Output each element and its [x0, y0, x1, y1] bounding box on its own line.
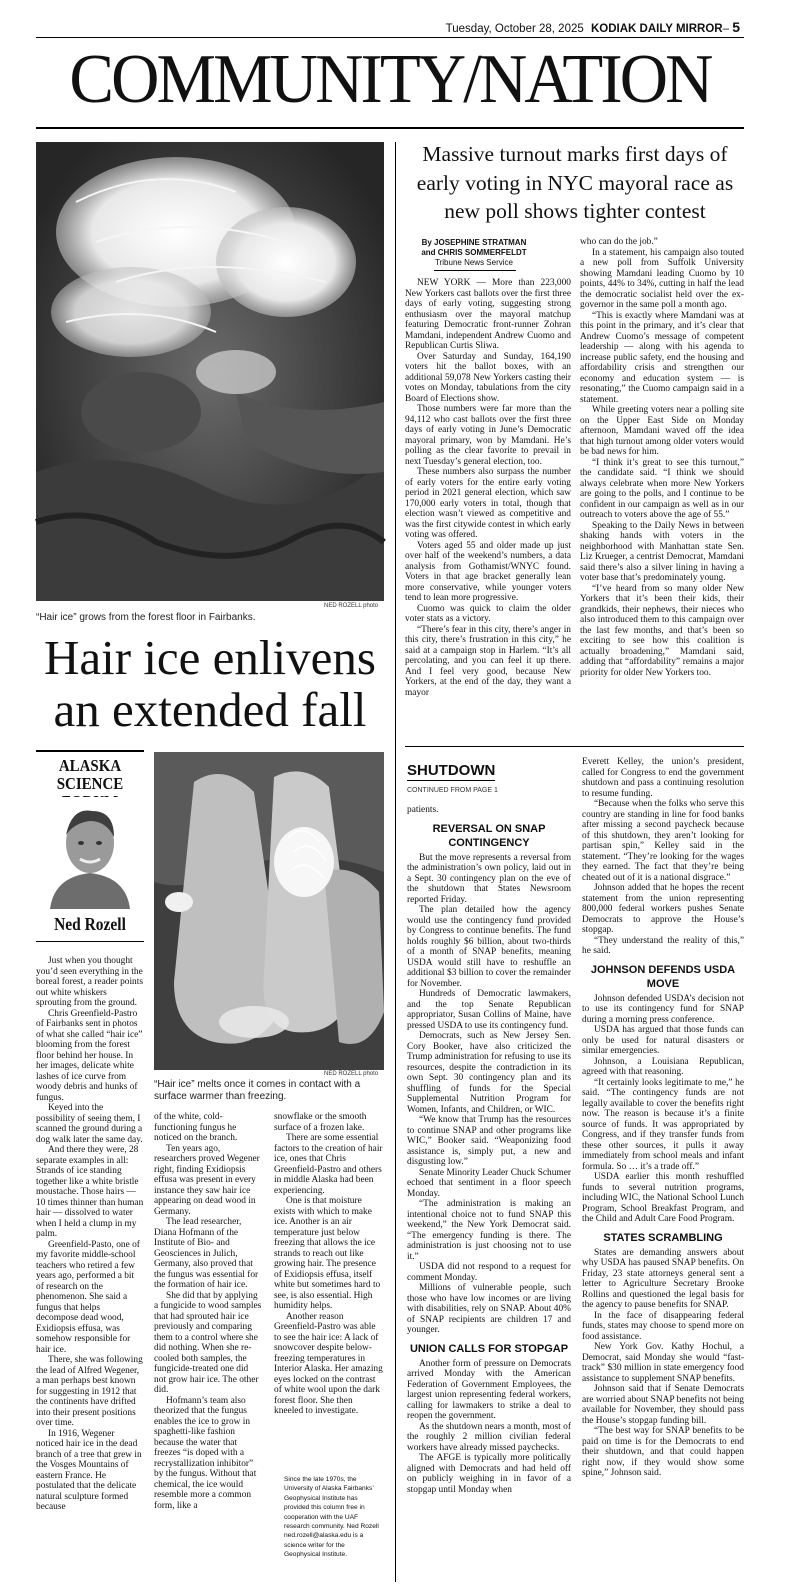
paragraph: As the shutdown nears a month, most of the roughly 2 million civilian federal workers have already missed paychecks. — [407, 1421, 571, 1453]
paragraph: Chris Greenfield-Pastro of Fairbanks sent in photos of what she called “hair ice” blooming from the forest floor behind her house. In her images, delicate white lashes of ice curve from woody debris and hunks of fungus. — [36, 1008, 143, 1103]
paragraph: Johnson, a Louisiana Republican, agreed with that reasoning. — [582, 1056, 744, 1077]
paragraph: She did that by applying a fungicide to wood samples that had sprouted hair ice previously and comparing them to a control where she did nothing. When she re-cooled both samples, the fungicide-treated one did not grow hair ice. The other did. — [154, 1290, 262, 1395]
paragraph: The lead researcher, Diana Hofmann of the Institute of Bio- and Geosciences in Julich, Germany, also proved that the fungus was essential for the formation of hair ice. — [154, 1217, 259, 1290]
paragraph: Greenfield-Pasto, one of my favorite middle-school teachers who retired a few years ago, performed a bit of research on the phenomenon. She said a fungus that helps decompose dead wood, Exidiopsis effusa, was somehow responsible for hair ice. — [36, 1239, 140, 1355]
paragraph: snowflake or the smooth surface of a frozen lake. — [274, 1112, 367, 1133]
paragraph: But the move represents a reversal from the administration’s own policy, laid out in a Sept. 30 contingency plan on the eve of the shutdown that States Newsroom reported Friday. — [407, 852, 571, 905]
paragraph: In the face of disappearing federal funds, states may choose to spend more on food assistance. — [582, 1310, 744, 1342]
headline-line-2: an extended fall — [53, 682, 367, 737]
shutdown-body-col1 — [407, 805, 571, 1585]
paragraph: In a statement, his campaign also touted a new poll from Suffolk University showing Mamdani leading Cuomo by 10 points, 44% to 34%, cutting in half the lead the democratic socialist held over the ex-governor in the same poll a month ago. — [580, 247, 744, 310]
paragraph: “We know that Trump has the resources to continue SNAP and other programs like WIC,” Booker said. “Weaponizing food assistance is, simply put, a new and disgusting low.” — [407, 1115, 571, 1167]
headline-line-1: Hair ice enlivens — [44, 630, 376, 685]
paragraph: Johnson added that he hopes the recent statement from the union representing 800,000 federal workers pushes Senate Democrats to approve the House’s stopgap. — [582, 883, 744, 935]
column-name: ALASKA SCIENCE — [56, 756, 124, 793]
header-separator: – — [722, 23, 729, 35]
hair-ice-body-col1 — [36, 956, 144, 1576]
paragraph: The plan detailed how the agency would use the contingency fund provided by Congress to continue benefits. The fund holds roughly $6 billion, about two-thirds of a month of SNAP benefits, meaning USDA would still have to reshuffle an additional $3 billion to cover the remainder for November. — [407, 905, 571, 989]
hair-ice-photo-forest-floor — [36, 142, 384, 601]
paragraph: “I think it’s great to see this turnout,” the candidate said. “I think we should always celebrate when more New Yorkers are going to the polls, and I continue to be confident in our campaign as well as in our outreach to voters above the age of 55.” — [580, 457, 744, 520]
paragraph: Ten years ago, researchers proved Wegener right, finding Exidiopsis effusa was present in every instance they saw hair ice appearing on dead wood in Germany. — [154, 1143, 260, 1217]
paragraph: Those numbers were far more than the 94,112 who cast ballots over the first three days of early voting in June’s Democratic mayoral primary, won by Mamdani. He’s polling as the clear favorite to prevail in next Tuesday’s general election, too. — [405, 404, 571, 467]
page-number: 5 — [732, 19, 740, 35]
photo2-credit: NED ROZELL photo — [324, 1071, 379, 1077]
paragraph: States are demanding answers about why USDA has paused SNAP benefits. On Friday, 23 state attorneys general sent a letter to Agriculture Secretary Brooke Rollins and questioned the legal basis for the agency to pause benefits for SNAP. — [582, 1247, 744, 1310]
section-title: COMMUNITY/NATION — [69, 41, 711, 118]
nyc-bottom-rule — [405, 746, 744, 747]
paragraph: USDA did not respond to a request for comment Monday. — [407, 1262, 571, 1283]
paragraph: Speaking to the Daily News in between shaking hands with voters in the neighborhood with Manhattan state Sen. Liz Krueger, a centrist Democrat, Mamdani said there’s also a silver lining in having a voter base that’s predominately young. — [580, 520, 744, 583]
paragraph: Millions of vulnerable people, such those who have low incomes or are living with disabilities, rely on SNAP. About 40% of SNAP recipients are children 17 and younger. — [407, 1283, 571, 1335]
paragraph: “It certainly looks legitimate to me,” he said. “The contingency funds are not legally available to cover the benefits right now. The reason is because it’s a finite source of funds. It was appropriated by Congress, and if they transfer funds from these other sources, it pulls it away immediately from school meals and infant formula. So … it’s a trade off.” — [582, 1077, 744, 1172]
paragraph: patients. — [407, 805, 439, 815]
paragraph: The AFGE is typically more politically aligned with Democrats and had held off on publicly weighing in in favor of a stopgap until Monday when — [407, 1453, 571, 1495]
paper-name: KODIAK DAILY MIRROR — [590, 23, 723, 35]
paragraph: And there they were, 28 separate examples in all: Strands of ice standing together like a white bristle moustache. Those hairs — 10 times thinner than human hair — dissolved to water when I held a clump in my palm. — [36, 1145, 144, 1239]
paragraph: “They understand the reality of this,” he said. — [582, 935, 744, 956]
paragraph: NEW YORK — More than 223,000 New Yorkers cast ballots over the first three days of early voting, suggesting strong enthusiasm over the mayoral matchup featuring Democratic front-runner Zohran Mamdani, independent Andrew Cuomo and Republican Curtis Sliwa. — [405, 278, 571, 351]
paragraph: Just when you thought you’d seen everything in the boreal forest, a reader points out white whiskers sprouting from the ground. — [36, 956, 143, 1008]
paragraph: Cuomo was quick to claim the older voter stats as a victory. — [405, 603, 571, 624]
byline-rule — [434, 270, 516, 271]
photo2-caption: “Hair ice” melts once it comes in contact with a surface warmer than freezing. — [154, 1079, 361, 1102]
author-bio: Since the late 1970s, the University of Alaska Fairbanks’ Geophysical Institute has provided this column free in cooperation with the UAF research community. Ned Rozell ned.rozell@alaska.edu is a science writer for the Geophysical Institute. — [284, 1476, 379, 1559]
paragraph: USDA earlier this month reshuffled funds to several nutrition programs, including WIC, the National School Lunch Program, School Breakfast Program, and the Child and Adult Care Food Program. — [582, 1172, 744, 1224]
nyc-body-col1 — [405, 278, 571, 738]
paragraph: Senate Minority Leader Chuck Schumer echoed that sentiment in a floor speech Monday. — [407, 1167, 571, 1199]
paragraph: Another form of pressure on Democrats arrived Monday with the American Federation of Government Employees, the largest union representing federal workers, calling for lawmakers to strike a deal to reopen the government. — [407, 1358, 571, 1421]
paragraph: Another reason Greenfield-Pastro was able to see the hair ice: A lack of snowcover despite below-freezing temperatures in Interior Alaska. Her amazing eyes locked on the contrast of white wool upon the dark forest floor. She then kneeled to investigate. — [274, 1311, 383, 1416]
paragraph: “This is exactly where Mamdani was at this point in the primary, and it’s clear that Andrew Cuomo’s message of competent leadership — along with his agenda to increase public safety, end the housing and affordability crisis and strengthen our economy and education system — is resonating,” the Cuomo campaign said in a statement. — [580, 310, 744, 405]
paragraph: Everett Kelley, the union’s president, called for Congress to end the government shutdown and pass a continuing resolution to resume funding. — [582, 757, 744, 799]
paragraph: “The best way for SNAP benefits to be paid on time is for the Democrats to end their shutdown, and that could happen right now, if they would show some spine,” Johnson said. — [582, 1426, 744, 1478]
hair-ice-body-col3 — [274, 1112, 384, 1416]
hair-ice-body-col2 — [154, 1112, 262, 1578]
subhead: REVERSAL ON SNAP CONTINGENCY — [432, 822, 546, 849]
paragraph: Hundreds of Democratic lawmakers, and the top Senate Republican appropriator, Susan Collins of Maine, have pressed USDA to use its contingency fund. — [407, 989, 571, 1031]
column-box-bottom-rule — [36, 941, 144, 942]
paragraph: Over Saturday and Sunday, 164,190 voters hit the ballot boxes, with an additional 59,078 New Yorkers casting their votes on Monday, tabulations from the city Board of Elections show. — [405, 351, 571, 404]
paragraph: These numbers also surpass the number of early voters for the entire early voting period in 2021 general election, which saw 170,000 early voters in total, though that election wasn’t viewed as competitive and was the first citywide contest in which early voting was offered. — [405, 467, 571, 540]
hair-ice-headline — [30, 632, 390, 736]
paragraph: who can do the job.” — [580, 237, 658, 247]
shutdown-kicker: SHUTDOWN — [407, 762, 496, 779]
subhead: UNION CALLS FOR STOPGAP — [409, 1342, 569, 1355]
nyc-headline: Massive turnout marks first days of early voting in NYC mayoral race as new poll shows tighter contest — [416, 142, 734, 223]
paragraph: While greeting voters near a polling site on the Upper East Side on Monday afternoon, Mamdani waved off the idea that high turnout among older voters would be bad news for him. — [580, 405, 744, 457]
paragraph: “There’s fear in this city, there’s anger in this city, there’s frustration in this city,” he said at a campaign stop in Harlem. “It’s all percolating, and you can feel it up there. And I feel very good, because New Yorkers, at the end of the day, they want a mayor — [405, 624, 571, 698]
paragraph: “Because when the folks who serve this country are standing in line for food banks after missing a second paycheck because of this shutdown, they aren’t looking for partisan spin,” Kelley said in the statement. “They’re looking for the wages they earned. The fact that they’re being cheated out of it is a national disgrace.” — [582, 799, 744, 883]
nyc-byline: By JOSEPHINE STRATMAN and CHRIS SOMMERFELDT Tribune News Service — [405, 238, 543, 268]
subhead: STATES SCRAMBLING — [603, 1231, 723, 1244]
paragraph: One is that moisture exists with which to make ice. Another is an air temperature just below freezing that allows the ice strands to reach out like growing hair. The presence of Exidiopsis effusa, itself white but sometimes hard to see, is also essential. High humidity helps. — [274, 1196, 381, 1311]
paragraph: In 1916, Wegener noticed hair ice in the dead branch of a tree that grew in the Vosges Mountains of eastern France. He postulated that the delicate natural sculpture formed because — [36, 1428, 142, 1512]
issue-date: Tuesday, October 28, 2025 — [445, 23, 584, 35]
continued-from: CONTINUED FROM PAGE 1 — [407, 787, 498, 794]
paragraph: Keyed into the possibility of seeing them, I scanned the ground during a dog walk later the same day. — [36, 1103, 143, 1145]
photo1-credit: NED ROZELL photo — [324, 603, 379, 609]
paragraph: Johnson said that if Senate Democrats are worried about SNAP benefits not being available for November, they should pass the House’s stopgap funding bill. — [582, 1384, 744, 1426]
subhead: JOHNSON DEFENDS USDA MOVE — [590, 963, 736, 990]
paragraph: New York Gov. Kathy Hochul, a Democrat, said Monday she would “fast-track” $30 million in state emergency food assistance to supplement SNAP benefits. — [582, 1342, 744, 1384]
paragraph: “The administration is making an intentional choice not to fund SNAP this weekend,” the New York Democrat said. “The emergency funding is there. The administration is just choosing not to use it.” — [407, 1199, 571, 1262]
author-name: Ned Rozell — [54, 914, 126, 934]
section-divider — [395, 142, 396, 1582]
paragraph: Democrats, such as New Jersey Sen. Cory Booker, have also criticized the Trump administration for refusing to use its resources, despite the contradiction in its own Sept. 30 contingency plan and its shuffling of funds for the Special Supplemental Nutrition Program for Women, Infants, and Children, or WIC. — [407, 1031, 571, 1115]
page-header — [446, 20, 740, 36]
paragraph: Hofmann’s team also theorized that the fungus enables the ice to grow in spaghetti-like fashion because the water that freezes “is doped with a recrystallization inhibitor” by the fungus. Without that chemical, the ice would resemble more a common form, like a — [154, 1395, 257, 1511]
paragraph: USDA has argued that those funds can only be used for natural disasters or similar emergencies. — [582, 1025, 744, 1056]
section-rule — [36, 127, 744, 129]
column-box-top-rule — [36, 750, 144, 752]
news-service: Tribune News Service — [435, 258, 513, 267]
nyc-body-col2 — [580, 237, 744, 737]
photo1-caption: “Hair ice” grows from the forest floor in Fairbanks. — [36, 612, 256, 623]
paragraph: There are some essential factors to the creation of hair ice, ones that Chris Greenfield-Pastro and others in middle Alaska had been experiencing. — [274, 1133, 383, 1196]
paragraph: “I’ve heard from so many older New Yorkers that it’s been their kids, their grandkids, their nephews, their nieces who also introduced them to this campaign over the last few months, and that’s been so exciting to see how this coalition is actually broadening,” Mamdani said, adding that “affordability” remains a major priority for older New Yorkers too. — [580, 583, 744, 678]
paragraph: There, she was following the lead of Alfred Wegener, a man perhaps best known for suggesting in 1912 that the continents have drifted into their present positions over time. — [36, 1355, 143, 1428]
hair-ice-photo-melting-on-hand — [154, 752, 384, 1070]
paragraph: Voters aged 55 and older made up just over half of the weekend’s numbers, a data analysis from Gothamist/WNYC found. Voters in that age bracket generally lean more conservative, while younger voters tend to lean more progressive. — [405, 540, 571, 603]
shutdown-body-col2 — [582, 757, 744, 1585]
paragraph: Johnson defended USDA’s decision not to use its contingency fund for SNAP during a morning press conference. — [582, 993, 744, 1025]
author-headshot — [44, 797, 136, 909]
paragraph: of the white, cold-functioning fungus he noticed on the branch. — [154, 1112, 238, 1143]
